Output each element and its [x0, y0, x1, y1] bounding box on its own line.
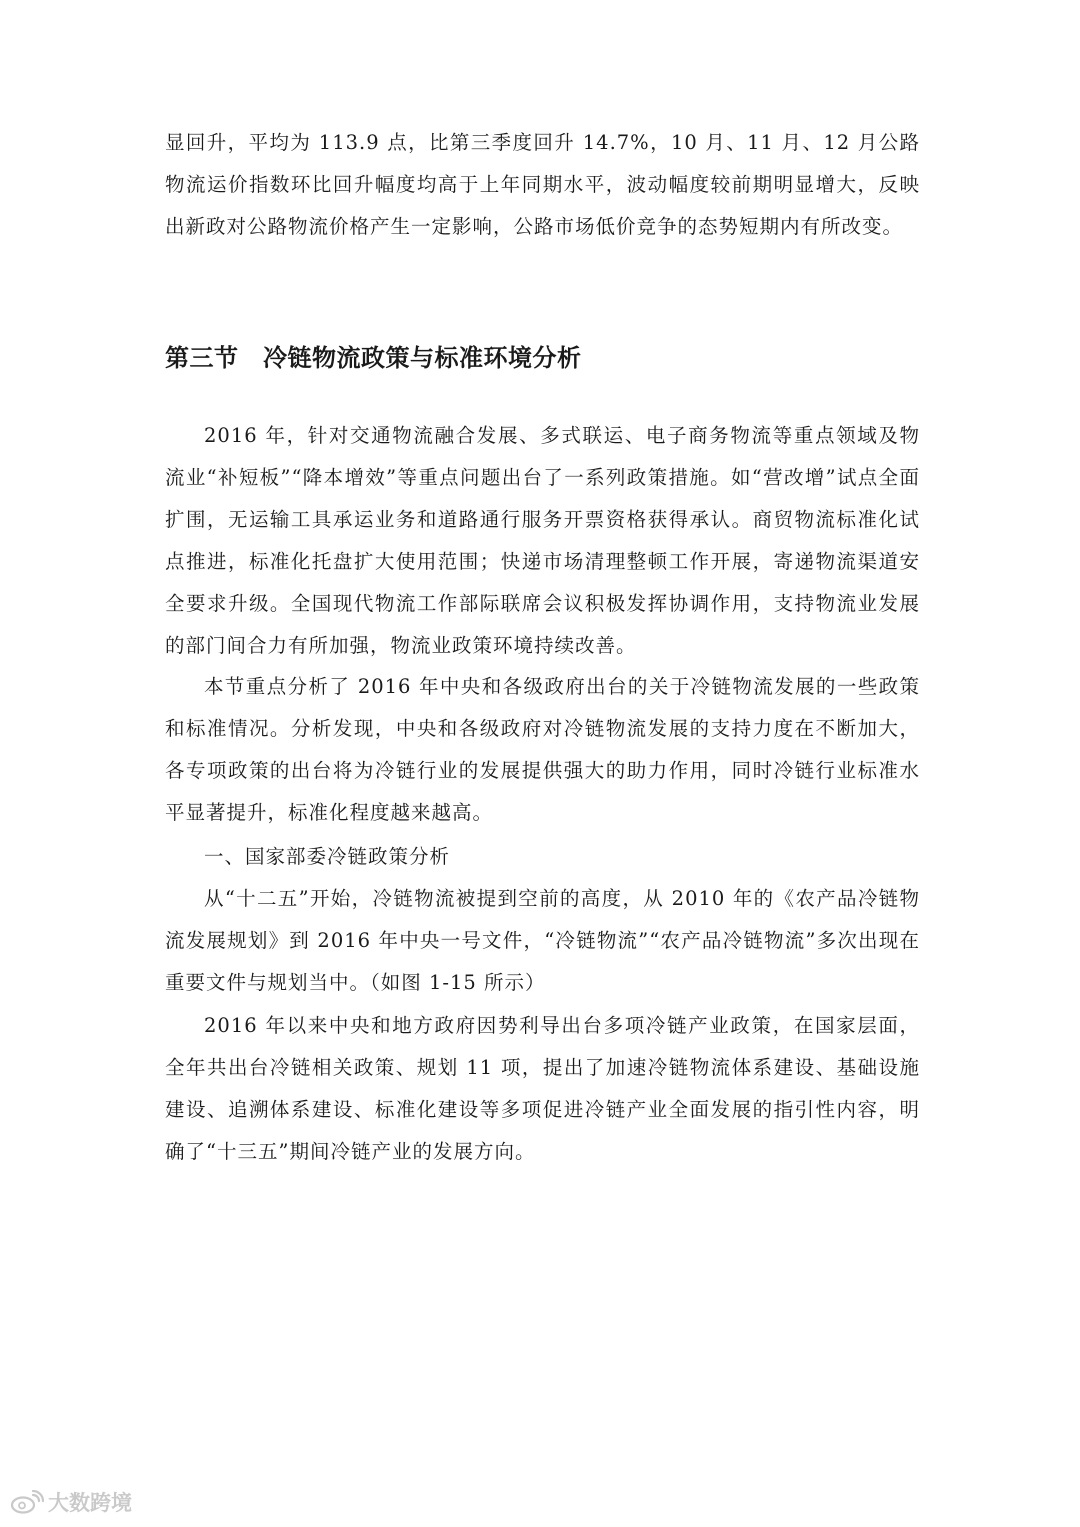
paragraph-4: 2016 年以来中央和地方政府因势利导出台多项冷链产业政策，在国家层面，全年共出台冷链相关政策、规划 11 项，提出了加速冷链物流体系建设、基础设施建设、追溯体系建设、标准化建设等多项促进冷链产业全面发展的指引性内容，明确了“十三五”期间冷链产业的发展方向。 — [165, 1014, 920, 1163]
section-heading: 第三节 冷链物流政策与标准环境分析 — [165, 344, 582, 372]
paragraph-3: 从“十二五”开始，冷链物流被提到空前的高度，从 2010 年的《农产品冷链物流发展规划》到 2016 年中央一号文件，“冷链物流”“农产品冷链物流”多次出现在重要文件与规划当中。（如图 1-15 所示） — [165, 887, 920, 994]
paragraph-2: 本节重点分析了 2016 年中央和各级政府出台的关于冷链物流发展的一些政策和标准情况。分析发现，中央和各级政府对冷链物流发展的支持力度在不断加大，各专项政策的出台将为冷链行业的发展提供强大的助力作用，同时冷链行业标准水平显著提升，标准化程度越来越高。 — [165, 675, 920, 824]
watermark-text: 大数跨境 — [48, 1491, 132, 1515]
subheading-national-policy: 一、国家部委冷链政策分析 — [204, 845, 451, 868]
weibo-logo-icon — [10, 1490, 44, 1514]
watermark — [10, 1487, 132, 1517]
paragraph-top: 显回升，平均为 113.9 点，比第三季度回升 14.7%，10 月、11 月、12 月公路物流运价指数环比回升幅度均高于上年同期水平，波动幅度较前期明显增大，反映出新政对公路物流价格产生一定影响，公路市场低价竞争的态势短期内有所改变。 — [165, 131, 920, 238]
paragraph-1: 2016 年，针对交通物流融合发展、多式联运、电子商务物流等重点领域及物流业“补短板”“降本增效”等重点问题出台了一系列政策措施。如“营改增”试点全面扩围，无运输工具承运业务和道路通行服务开票资格获得承认。商贸物流标准化试点推进，标准化托盘扩大使用范围；快递市场清理整顿工作开展，寄递物流渠道安全要求升级。全国现代物流工作部际联席会议积极发挥协调作用，支持物流业发展的部门间合力有所加强，物流业政策环境持续改善。 — [165, 424, 920, 657]
